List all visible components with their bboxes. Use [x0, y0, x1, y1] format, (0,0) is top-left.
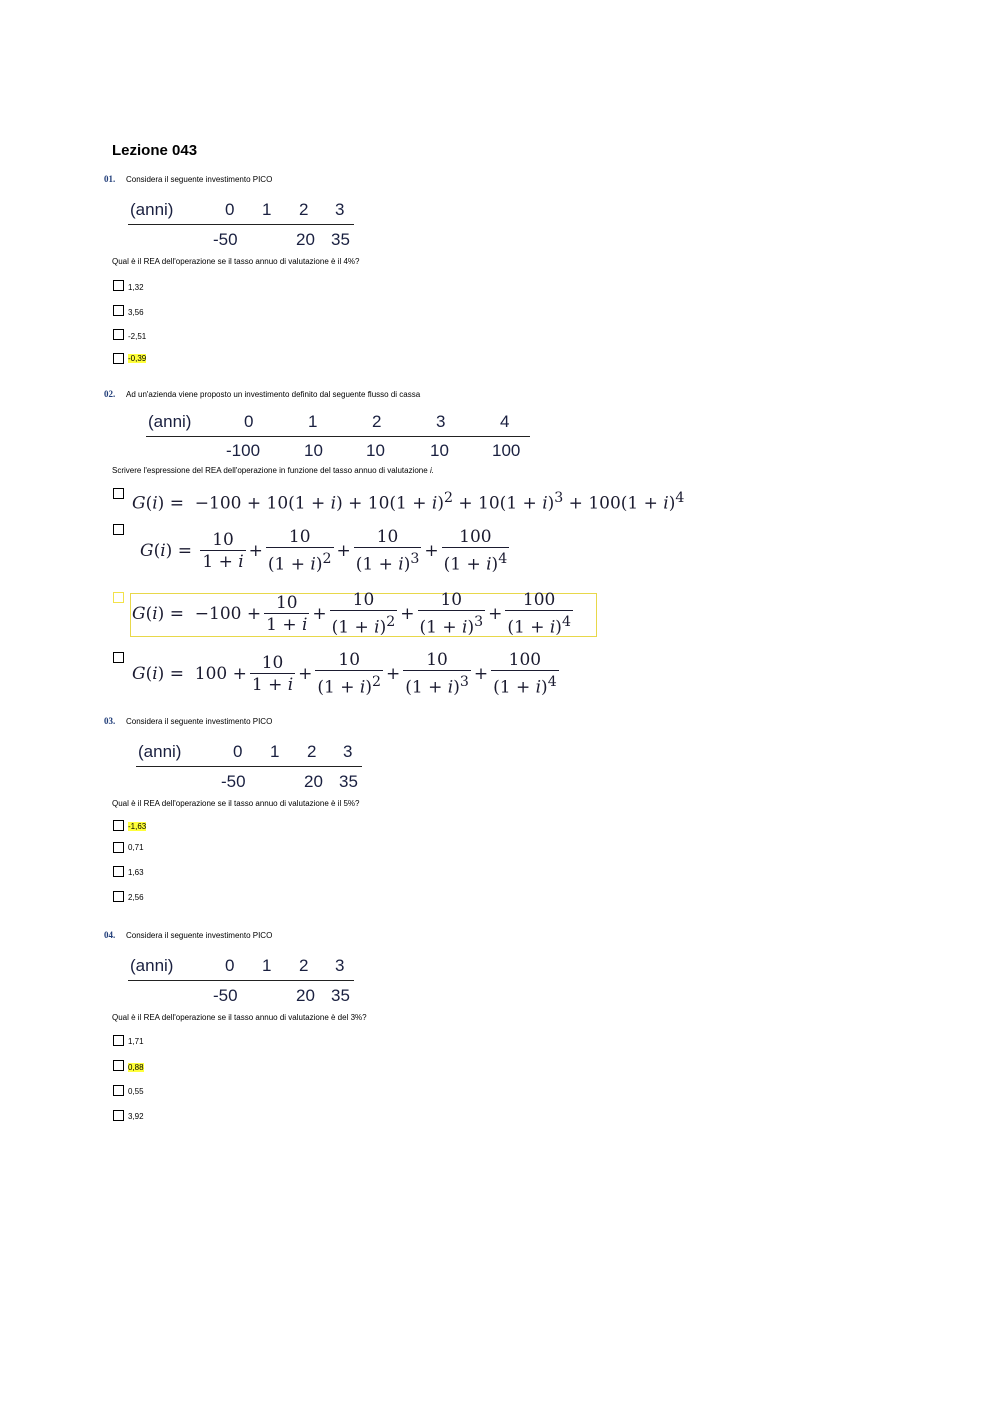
question-text: Considera il seguente investimento PICO: [126, 717, 273, 726]
question-prompt: Qual è il REA dell'operazione se il tasso annuo di valutazione è il 4%?: [112, 257, 360, 266]
cash-flow-table: [146, 410, 536, 465]
correct-answer-option: -1,63: [128, 822, 147, 831]
year-cell: 3: [335, 200, 345, 219]
answer-option: 3,56: [128, 308, 144, 317]
cash-flow-header: (anni): [130, 956, 174, 975]
answer-checkbox[interactable]: [113, 329, 124, 340]
correct-answer-option: -0,39: [128, 354, 147, 363]
answer-option: 1,71: [128, 1037, 144, 1046]
flow-cell: -100: [226, 441, 261, 460]
year-cell: 0: [244, 412, 254, 431]
year-cell: 0: [225, 200, 235, 219]
flow-cell: 10: [304, 441, 323, 460]
answer-checkbox[interactable]: [113, 488, 124, 499]
question-number: 04.: [104, 930, 116, 940]
year-cell: 3: [343, 742, 353, 761]
flow-cell: 20: [296, 230, 315, 249]
formula-option-c: G(i) = −100 + $\frac{10}{1 + i}$ + $\frac{10}{(1 + i)^2}$ + $\frac{10}{(1 + i)^3}$ + $\frac{100}{(1 + i)^4}$: [132, 590, 571, 638]
flow-cell: 10: [366, 441, 385, 460]
answer-checkbox[interactable]: [113, 652, 124, 663]
question-number: 03.: [104, 716, 116, 726]
question-prompt-variable: i.: [429, 466, 434, 475]
answer-checkbox[interactable]: [113, 280, 124, 291]
flow-cell: 10: [430, 441, 449, 460]
flow-cell: 35: [331, 986, 350, 1005]
answer-checkbox[interactable]: [113, 891, 124, 902]
flow-cell: 20: [304, 772, 323, 791]
answer-checkbox[interactable]: [113, 1085, 124, 1096]
year-cell: 1: [262, 200, 272, 219]
correct-answer-option: 0,88: [128, 1063, 144, 1072]
question-text: Considera il seguente investimento PICO: [126, 175, 273, 184]
table-rule: [146, 436, 530, 437]
answer-option: 0,55: [128, 1087, 144, 1096]
answer-checkbox[interactable]: [113, 353, 124, 364]
year-cell: 1: [308, 412, 318, 431]
answer-checkbox[interactable]: [113, 842, 124, 853]
flow-cell: -50: [213, 986, 238, 1005]
table-rule: [136, 766, 362, 767]
cash-flow-table: [128, 198, 358, 253]
flow-cell: 100: [492, 441, 521, 460]
table-rule: [128, 980, 354, 981]
year-cell: 1: [262, 956, 272, 975]
year-cell: 0: [225, 956, 235, 975]
formula-option-d: G(i) = 100 + $\frac{10}{1 + i}$ + $\frac{10}{(1 + i)^2}$ + $\frac{10}{(1 + i)^3}$ + $\frac{100}{(1 + i)^4}$: [132, 650, 557, 698]
question-prompt: Qual è il REA dell'operazione se il tasso annuo di valutazione è il 5%?: [112, 799, 360, 808]
flow-cell: 35: [339, 772, 358, 791]
answer-option: -2,51: [128, 332, 147, 341]
cash-flow-header: (anni): [130, 200, 174, 219]
question-prompt-text: Scrivere l'espressione del REA dell'operazione in funzione del tasso annuo di valutazione: [112, 466, 428, 475]
answer-checkbox[interactable]: [113, 524, 124, 535]
year-cell: 2: [372, 412, 382, 431]
question-prompt: [112, 466, 434, 475]
year-cell: 0: [233, 742, 243, 761]
year-cell: 2: [299, 956, 309, 975]
table-rule: [128, 224, 354, 225]
answer-option: 2,56: [128, 893, 144, 902]
flow-cell: -50: [213, 230, 238, 249]
year-cell: 3: [335, 956, 345, 975]
answer-option: 1,32: [128, 283, 144, 292]
answer-option: 3,92: [128, 1112, 144, 1121]
year-cell: 2: [307, 742, 317, 761]
question-number: 01.: [104, 174, 116, 184]
answer-checkbox[interactable]: [113, 866, 124, 877]
formula-option-a: $G(i) = -100 + 10(1 + i) + 10(1 + i)^2 + 10(1 + i)^3 + 100(1 + i)^4$: [132, 490, 685, 514]
flow-cell: 35: [331, 230, 350, 249]
year-cell: 4: [500, 412, 510, 431]
answer-checkbox[interactable]: [113, 1110, 124, 1121]
formula-option-b: G(i) = $\frac{10}{1 + i}$ + $\frac{10}{(1 + i)^2}$ + $\frac{10}{(1 + i)^3}$ + $\frac{100}{(1 + i)^4}$: [140, 527, 508, 575]
question-text: Considera il seguente investimento PICO: [126, 931, 273, 940]
page-title: Lezione 043: [112, 142, 198, 159]
answer-option: 0,71: [128, 843, 144, 852]
flow-cell: 20: [296, 986, 315, 1005]
answer-checkbox[interactable]: [113, 1035, 124, 1046]
answer-checkbox[interactable]: [113, 305, 124, 316]
answer-option: 1,63: [128, 868, 144, 877]
cash-flow-header: (anni): [138, 742, 182, 761]
cash-flow-table: [128, 954, 358, 1009]
answer-checkbox[interactable]: [113, 1060, 124, 1071]
question-prompt: Qual è il REA dell'operazione se il tasso annuo di valutazione è del 3%?: [112, 1013, 367, 1022]
year-cell: 1: [270, 742, 280, 761]
cash-flow-table: [136, 740, 366, 795]
question-number: 02.: [104, 389, 116, 399]
answer-checkbox[interactable]: [113, 592, 124, 603]
flow-cell: -50: [221, 772, 246, 791]
year-cell: 3: [436, 412, 446, 431]
answer-checkbox[interactable]: [113, 820, 124, 831]
question-text: Ad un'azienda viene proposto un investimento definito dal seguente flusso di cassa: [126, 390, 421, 399]
cash-flow-header: (anni): [148, 412, 192, 431]
year-cell: 2: [299, 200, 309, 219]
